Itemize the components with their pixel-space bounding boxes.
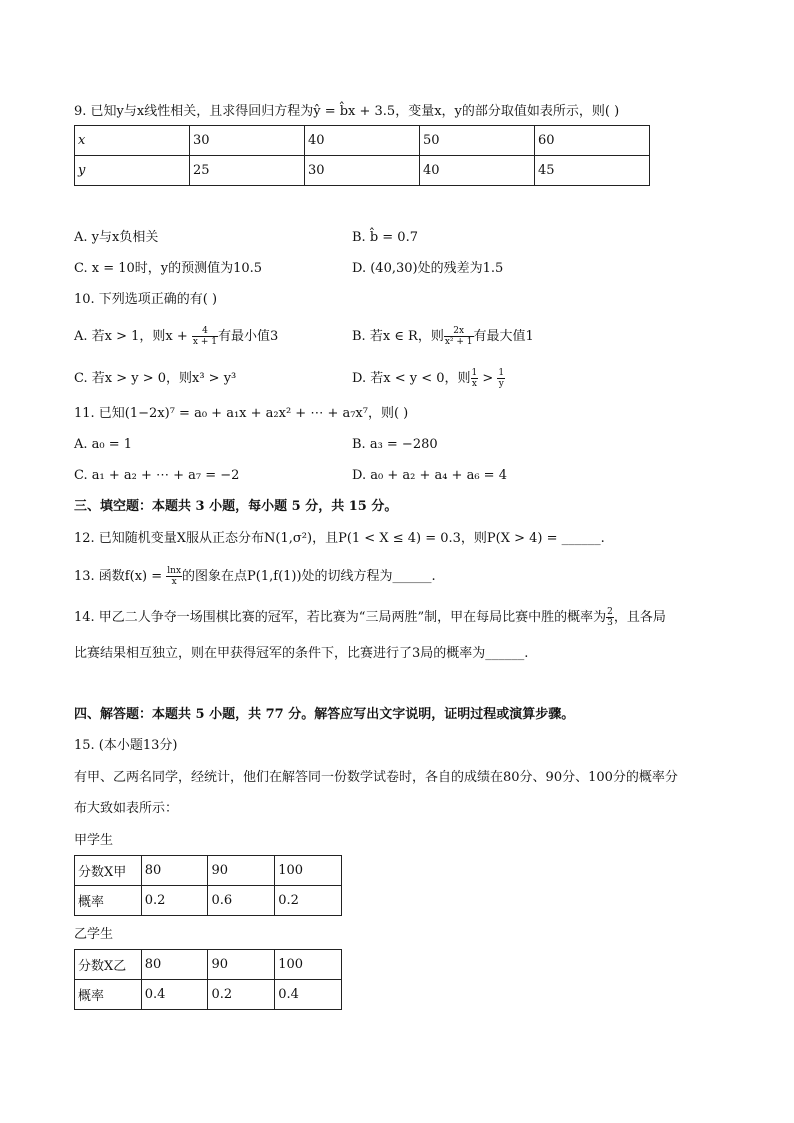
- table-row: [75, 156, 650, 186]
- q11-option-c: C. a₁ + a₂ + ⋯ + a₇ = −2: [74, 468, 240, 483]
- table-cell: 90: [208, 856, 275, 886]
- table-cell: 概率: [75, 886, 142, 916]
- q10-option-d-mid: >: [478, 371, 498, 386]
- denominator: x² + 1: [444, 337, 473, 347]
- q9-table: [74, 125, 650, 186]
- table-row: [75, 980, 342, 1010]
- table-cell: 100: [275, 950, 342, 980]
- q10-option-a: [74, 326, 278, 347]
- q10-option-a-post: 有最小值3: [217, 329, 279, 344]
- table-cell: 90: [208, 950, 275, 980]
- q10-option-d-pre: D. 若x < y < 0，则: [352, 371, 471, 386]
- numerator: 2x: [444, 326, 474, 337]
- fraction: [497, 368, 505, 389]
- table-row: [75, 950, 342, 980]
- table-cell: 分数X乙: [75, 950, 142, 980]
- q14-line2: 比赛结果相互独立，则在甲获得冠军的条件下，比赛进行了3局的概率为______.: [74, 646, 529, 661]
- q10-option-c: C. 若x > y > 0，则x³ > y³: [74, 371, 237, 386]
- table-cell: 45: [535, 156, 650, 186]
- q10-option-b-post: 有最大值1: [473, 329, 534, 344]
- denominator: x: [171, 577, 177, 587]
- q10-option-d: [352, 368, 505, 389]
- section-heading: 四、解答题：本题共 5 小题，共 77 分。解答应写出文字说明，证明过程或演算步骤。: [74, 707, 575, 722]
- student-a-label: 甲学生: [74, 833, 114, 848]
- q14-line1-post: ，且各局: [613, 610, 666, 625]
- q9-option-d: D. (40,30)处的残差为1.5: [352, 261, 504, 276]
- table-cell: x: [75, 126, 190, 156]
- table-cell: 80: [141, 856, 208, 886]
- fraction: [192, 326, 218, 347]
- table-cell: 80: [141, 950, 208, 980]
- q15-line1: 有甲、乙两名同学，经统计，他们在解答同一份数学试卷时，各自的成绩在80分、90分、100分的概率分: [74, 770, 678, 785]
- table-cell: 0.2: [141, 886, 208, 916]
- denominator: y: [498, 379, 504, 389]
- table-cell: 60: [535, 126, 650, 156]
- denominator: x: [471, 379, 477, 389]
- q11-option-a: A. a₀ = 1: [74, 437, 133, 452]
- q12-stem: 12. 已知随机变量X服从正态分布N(1,σ²)，且P(1 < X ≤ 4) = 0.3，则P(X > 4) = ______.: [74, 531, 605, 546]
- q15-title: 15. (本小题13分): [74, 738, 178, 753]
- table-row: [75, 886, 342, 916]
- table-cell: 0.4: [141, 980, 208, 1010]
- numerator: lnx: [167, 566, 182, 576]
- fraction: [166, 566, 182, 587]
- q9-option-a: A. y与x负相关: [74, 230, 159, 245]
- section-heading: 三、填空题：本题共 3 小题，每小题 5 分，共 15 分。: [74, 499, 398, 514]
- q14-line1-pre: 14. 甲乙二人争夺一场围棋比赛的冠军，若比赛为“三局两胜”制，甲在每局比赛中胜的概率为: [74, 610, 607, 625]
- q13-post: 的图象在点P(1,f(1))处的切线方程为______.: [182, 569, 436, 584]
- q14-line1: [74, 607, 666, 628]
- table-cell: 0.2: [275, 886, 342, 916]
- table-row: [75, 856, 342, 886]
- table-row: [75, 126, 650, 156]
- numerator: 4: [192, 326, 218, 337]
- denominator: 3: [607, 618, 613, 628]
- q10-option-b: [352, 326, 534, 347]
- fraction: [444, 326, 474, 347]
- numerator: 2: [607, 607, 613, 617]
- q9-option-c: C. x = 10时，y的预测值为10.5: [74, 261, 263, 276]
- student-a-table: [74, 855, 342, 916]
- table-cell: 25: [190, 156, 305, 186]
- student-b-label: 乙学生: [74, 927, 114, 942]
- numerator: 1: [471, 368, 478, 378]
- q9-stem: 9. 已知y与x线性相关，且求得回归方程为ŷ = b̂x + 3.5，变量x，y的部分取值如表所示，则( ): [74, 104, 620, 119]
- table-cell: 0.2: [208, 980, 275, 1010]
- table-cell: 40: [305, 126, 420, 156]
- student-b-table: [74, 949, 342, 1010]
- table-cell: 概率: [75, 980, 142, 1010]
- numerator: 1: [498, 368, 505, 378]
- q11-stem: 11. 已知(1−2x)⁷ = a₀ + a₁x + a₂x² + ⋯ + a₇x⁷，则( ): [74, 406, 409, 421]
- denominator: x + 1: [192, 337, 217, 347]
- table-cell: 50: [420, 126, 535, 156]
- q15-line2: 布大致如表所示：: [74, 801, 179, 816]
- q13-stem: [74, 566, 436, 587]
- table-cell: y: [75, 156, 190, 186]
- table-cell: 30: [305, 156, 420, 186]
- q9-option-b: B. b̂ = 0.7: [352, 230, 418, 245]
- q10-stem: 10. 下列选项正确的有( ): [74, 292, 218, 307]
- table-cell: 0.4: [275, 980, 342, 1010]
- q10-option-b-pre: B. 若x ∈ R，则: [352, 329, 444, 344]
- table-cell: 分数X甲: [75, 856, 142, 886]
- table-cell: 100: [275, 856, 342, 886]
- q13-pre: 13. 函数f(x) =: [74, 569, 167, 584]
- table-cell: 40: [420, 156, 535, 186]
- table-cell: 30: [190, 126, 305, 156]
- q11-option-d: D. a₀ + a₂ + a₄ + a₆ = 4: [352, 468, 507, 483]
- table-cell: 0.6: [208, 886, 275, 916]
- q10-option-a-pre: A. 若x > 1，则x +: [74, 329, 192, 344]
- q11-option-b: B. a₃ = −280: [352, 437, 438, 452]
- fraction: [606, 607, 614, 628]
